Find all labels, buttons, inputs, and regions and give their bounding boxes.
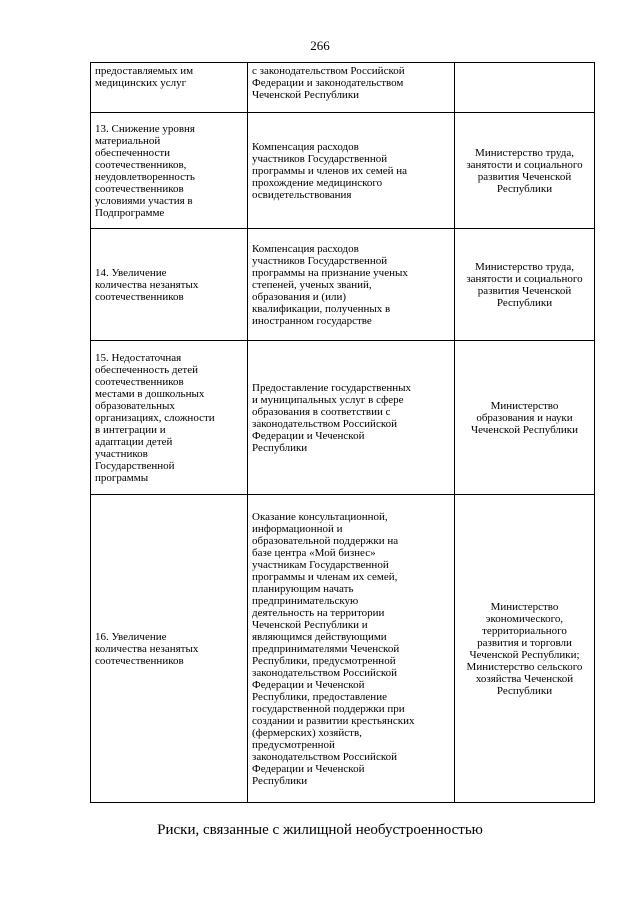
table-row bbox=[91, 495, 595, 803]
risk-cell bbox=[91, 229, 248, 341]
executor-text: Министерство экономического, территориального развития и торговли Чеченской Республики; Министерство сельского хозяйства Чеченской Республики bbox=[466, 600, 583, 697]
risk-text: 14. Увеличение количества незанятых соотечественников bbox=[95, 266, 199, 303]
risk-text: 13. Снижение уровня материальной обеспеченности соотечественников, неудовлетворенность соотечественников условиями участия в Подпрограмме bbox=[95, 122, 195, 219]
measure-cell bbox=[248, 63, 455, 113]
risk-text: 16. Увеличение количества незанятых соотечественников bbox=[95, 630, 199, 667]
executor-text: Министерство труда, занятости и социального развития Чеченской Республики bbox=[466, 146, 583, 195]
risk-table bbox=[90, 62, 595, 803]
risk-text: предоставляемых им медицинских услуг bbox=[95, 65, 194, 89]
executor-text: Министерство труда, занятости и социального развития Чеченской Республики bbox=[466, 260, 583, 309]
executor-cell bbox=[455, 63, 595, 113]
measure-cell bbox=[248, 229, 455, 341]
measure-text: Компенсация расходов участников Государственной программы и членов их семей на прохождение медицинского освидетельствования bbox=[252, 140, 407, 201]
risk-text: 15. Недостаточная обеспеченность детей соотечественников местами в дошкольных образовательных организациях, сложности в интеграции и адаптации детей участников Государственной программы bbox=[95, 351, 215, 484]
measure-cell bbox=[248, 341, 455, 495]
table-row bbox=[91, 229, 595, 341]
table-row bbox=[91, 341, 595, 495]
measure-cell bbox=[248, 495, 455, 803]
executor-cell bbox=[455, 113, 595, 229]
executor-cell bbox=[455, 495, 595, 803]
risk-cell bbox=[91, 113, 248, 229]
measure-text: Предоставление государственных и муниципальных услуг в сфере образования в соответствии с законодательством Российской Федерации и Чеченской Республики bbox=[252, 381, 411, 454]
executor-text: Министерство образования и науки Чеченской Республики bbox=[470, 399, 579, 436]
measure-text: Компенсация расходов участников Государственной программы на признание ученых степеней, ученых званий, образования и (или) квалификации, полученных в иностранном государстве bbox=[252, 242, 408, 327]
measure-text: с законодательством Российской Федерации и законодательством Чеченской Республики bbox=[252, 65, 405, 101]
page-number: 266 bbox=[310, 38, 330, 53]
table-row bbox=[91, 63, 595, 113]
risk-cell bbox=[91, 495, 248, 803]
risk-cell bbox=[91, 341, 248, 495]
section-heading: Риски, связанные с жилищной необустроенностью bbox=[157, 822, 483, 838]
measure-cell bbox=[248, 113, 455, 229]
executor-cell bbox=[455, 341, 595, 495]
risk-cell bbox=[91, 63, 248, 113]
executor-cell bbox=[455, 229, 595, 341]
table-row bbox=[91, 113, 595, 229]
measure-text: Оказание консультационной, информационной и образовательной поддержки на базе центра «Мой бизнес» участникам Государственной программы и членам их семей, планирующим начать предпринимательскую деятельность на территории Чеченской Республики и являющимся действующими предпринимателями Чеченской Республики, предусмотренной законодательством Российской Федерации и Чеченской Республики, предоставление государственной поддержки при создании и развитии крестьянских (фермерских) хозяйств, предусмотренной законодательством Российской Федерации и Чеченской Республики bbox=[252, 510, 415, 787]
